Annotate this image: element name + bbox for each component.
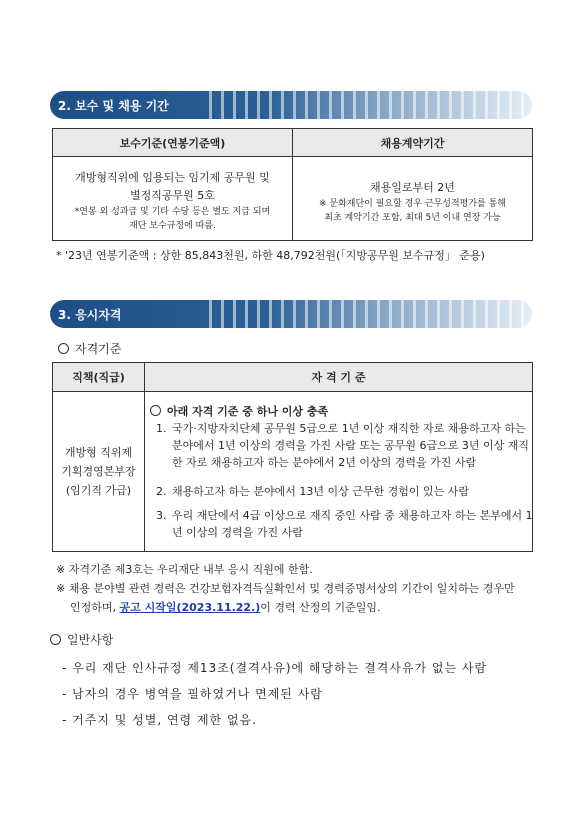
qualification-intro-row [150, 403, 328, 419]
position-line2: 기획경영본부장 [61, 465, 136, 478]
qualification-header: 자 격 기 준 [145, 363, 533, 392]
section2-banner [50, 91, 532, 119]
qualification-item-text: 국가·지방자치단체 공무원 5급으로 1년 이상 재직한 자로 채용하고자 하는 분야에서 1년 이상의 경력을 가진 사람 또는 공무원 6급으로 3년 이상 재직한 자로 채용하고자 하는 분야에서 2년 이상의 경력을 가진 사람 [172, 422, 529, 469]
contract-period-note2: 최초 계약기간 포함, 최대 5년 이내 연장 가능 [324, 213, 501, 223]
pay-standard-cell [53, 157, 293, 241]
position-cell [53, 392, 145, 552]
general-heading: 일반사항 [67, 633, 114, 647]
qualification-intro: 아래 자격 기준 중 하나 이상 충족 [167, 405, 329, 418]
pay-standard-note1: *연봉 외 성과급 및 기타 수당 등은 별도 지급 되며 [74, 207, 271, 217]
criteria-heading: 자격기준 [75, 342, 122, 356]
section3-banner [50, 300, 532, 328]
qualification-item-text: 채용하고자 하는 분야에서 13년 이상 근무한 경험이 있는 사람 [172, 485, 469, 498]
announcement-date-link[interactable]: 공고 시작일(2023.11.22.) [119, 601, 261, 614]
circle-bullet-icon [58, 343, 69, 354]
position-line1: 개방형 직위제 [64, 446, 133, 459]
circle-bullet-icon [150, 405, 161, 416]
internal-applicant-note: ※ 자격기준 제3호는 우리재단 내부 응시 직원에 한함. [56, 563, 313, 576]
circle-bullet-icon [50, 634, 61, 645]
contract-period-header: 채용계약기간 [293, 129, 533, 157]
qualification-item-text: 우리 재단에서 4급 이상으로 재직 중인 사람 중 채용하고자 하는 본부에서 1년 이상의 경력을 가진 사람 [172, 509, 533, 539]
pay-standard-note2: 재단 보수규정에 따름. [129, 221, 216, 231]
general-item: - 거주지 및 성별, 연령 제한 없음. [62, 713, 257, 727]
criteria-heading-row [58, 340, 121, 357]
section3-title: 3. 응시자격 [58, 308, 122, 322]
qualification-item-number: 3. [156, 509, 167, 522]
career-note-line2 [70, 599, 381, 615]
general-heading-row [50, 631, 113, 648]
pay-period-table [52, 128, 533, 241]
position-header: 직책(직급) [53, 363, 145, 392]
section2-title: 2. 보수 및 채용 기간 [58, 99, 169, 113]
pay-standard-header: 보수기준(연봉기준액) [53, 129, 293, 157]
career-note-suffix: 이 경력 산정의 기준일임. [260, 601, 381, 614]
career-note-line1: ※ 채용 분야별 관련 경력은 건강보험자격득실확인서 및 경력증명서상의 기간이 일치하는 경우만 [56, 582, 515, 595]
banner-stripes [200, 300, 532, 328]
contract-period-note1: ※ 문화재단이 필요할 경우 근무성적평가를 통해 [318, 199, 507, 209]
general-item: - 우리 재단 인사규정 제13조(결격사유)에 해당하는 결격사유가 없는 사람 [62, 661, 488, 675]
pay-standard-line2: 별정직공무원 5호 [130, 189, 215, 202]
contract-period-cell [293, 157, 533, 241]
pay-standard-line1: 개방형직위에 임용되는 임기제 공무원 및 [75, 171, 270, 184]
qualification-item-number: 1. [156, 422, 167, 435]
general-item: - 남자의 경우 병역을 필하였거나 면제된 사람 [62, 687, 323, 701]
contract-period-line1: 채용일로부터 2년 [370, 181, 455, 194]
qualification-item-number: 2. [156, 485, 167, 498]
banner-stripes [200, 91, 532, 119]
salary-footnote: * '23년 연봉기준액 : 상한 85,843천원, 하한 48,792천원(「지방공무원 보수규정」 준용) [56, 249, 485, 262]
position-line3: (임기직 가급) [65, 484, 132, 497]
career-note-prefix: 인정하며, [70, 601, 117, 614]
